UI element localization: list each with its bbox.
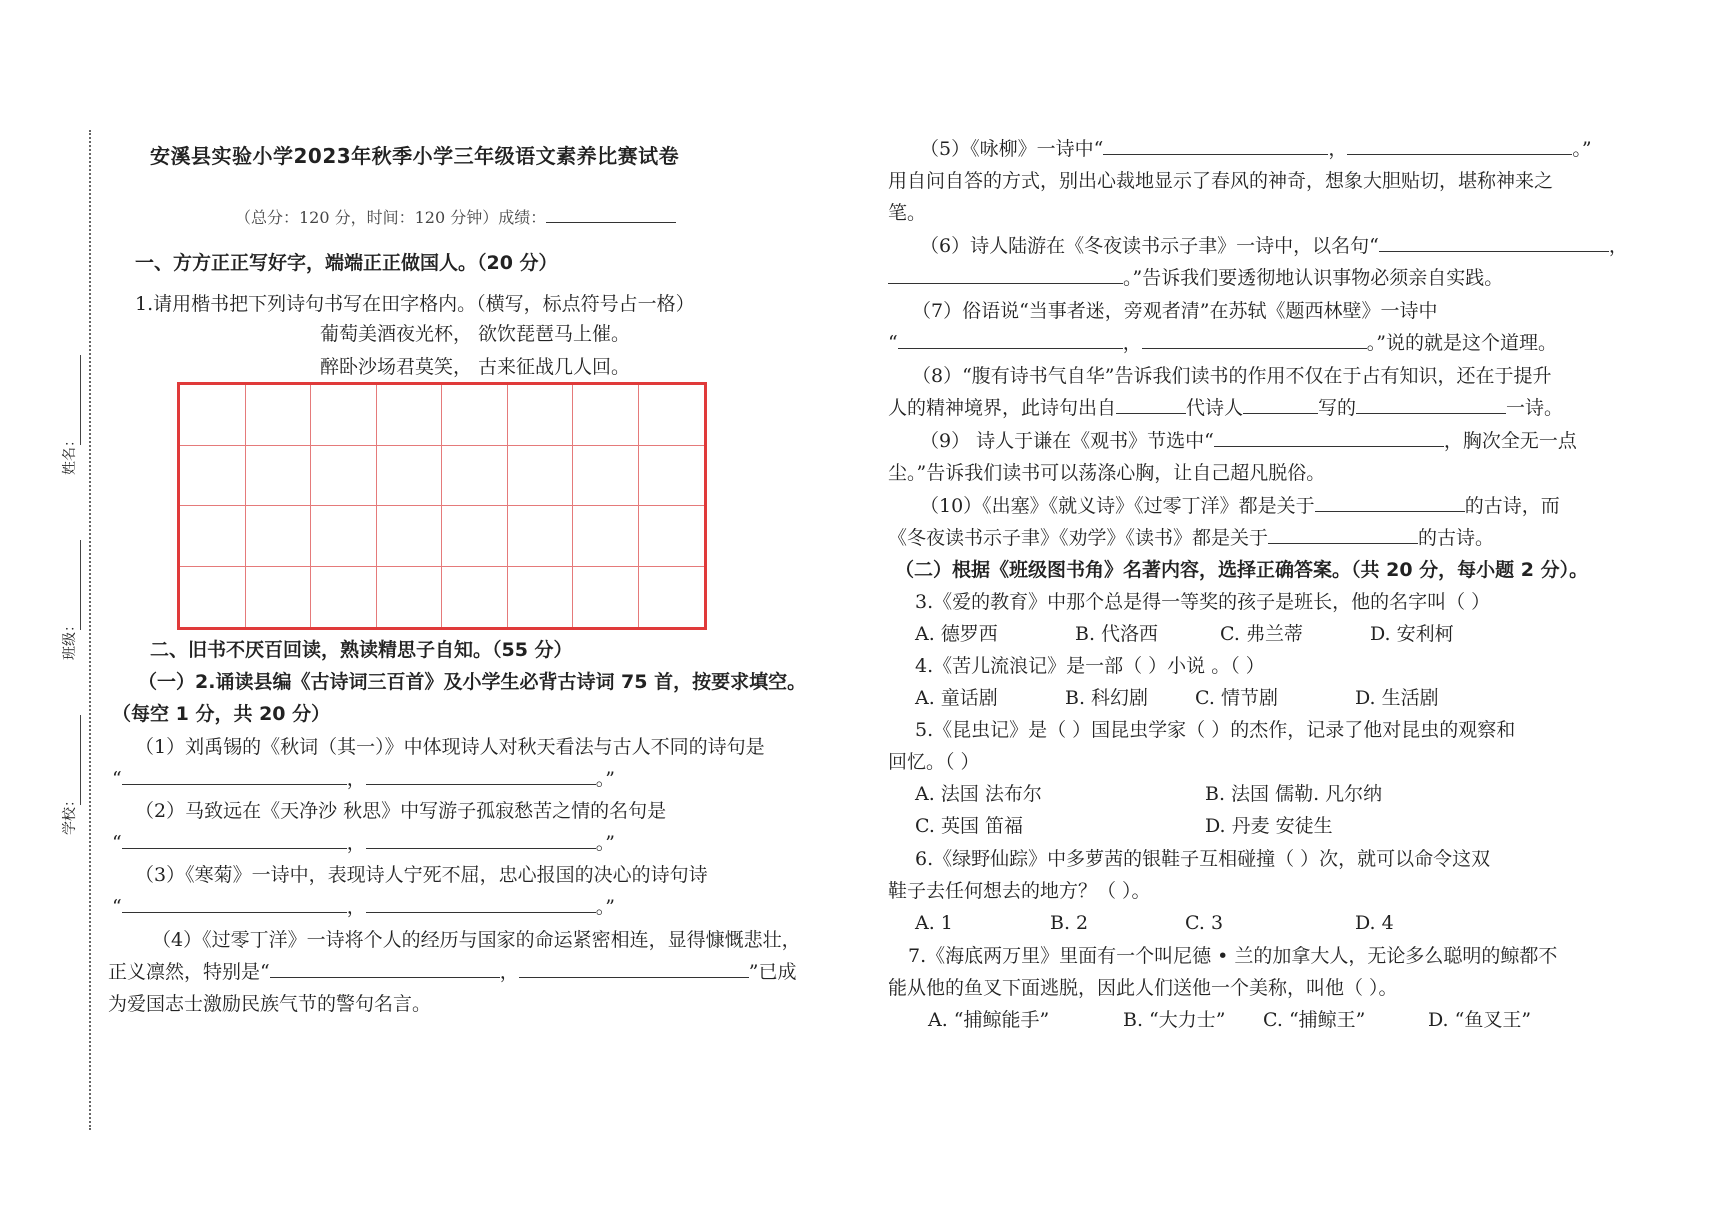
mc-5-options-row-2: [915, 812, 1333, 840]
mc-7-options: [928, 1006, 1531, 1034]
mc-3-options: [915, 620, 1454, 648]
q-10-line-2: 《冬夜读书示子聿》《劝学》《读书》都是关于 的古诗。: [888, 527, 1495, 549]
mc-6-option-b[interactable]: B. 2: [1050, 912, 1089, 934]
q-7-blank-2[interactable]: [1142, 330, 1367, 349]
mc-5-question: 5.《昆虫记》是（ ）国昆虫学家（ ）的杰作，记录了他对昆虫的观察和: [915, 719, 1516, 741]
q-9-blank[interactable]: [1214, 428, 1444, 447]
mc-7-question: 7.《海底两万里》里面有一个叫尼德 • 兰的加拿大人，无论多么聪明的鲸都不: [908, 945, 1558, 967]
mc-6-option-a[interactable]: A. 1: [915, 912, 953, 934]
mc-7-question-2: 能从他的鱼叉下面逃脱，因此人们送他一个美称，叫他（ ）。: [888, 977, 1398, 999]
poem-line-1: 葡萄美酒夜光杯， 欲饮琵琶马上催。: [320, 323, 631, 345]
q-6-line-1: （6）诗人陆游在《冬夜读书示子聿》一诗中，以名句“ ，: [920, 235, 1628, 257]
tianzige-grid[interactable]: [177, 382, 707, 630]
mc-5-options-row-1: [915, 780, 1382, 808]
q-2-blank-2[interactable]: [366, 830, 596, 849]
q-1-blanks: “ ， 。”: [112, 768, 615, 790]
school-label: 学校：: [62, 793, 78, 835]
page-title: 安溪县实验小学2023年秋季小学三年级语文素养比赛试卷: [150, 144, 680, 168]
q-7-line-2: “ ， 。”说的就是这个道理。: [888, 332, 1557, 354]
mc-7-option-b[interactable]: B. “大力士”: [1123, 1009, 1226, 1031]
mc-4-option-d[interactable]: D. 生活剧: [1355, 687, 1439, 709]
q-5-blank-2[interactable]: [1347, 136, 1572, 155]
q-10-line-1: （10）《出塞》《就义诗》《过零丁洋》都是关于 的古诗，而: [920, 495, 1560, 517]
q-6-blank-1[interactable]: [1379, 233, 1609, 252]
q-10-blank-2[interactable]: [1268, 525, 1418, 544]
q-8-line-1: （8）“腹有诗书气自华”告诉我们读书的作用不仅在于占有知识，还在于提升: [912, 365, 1552, 387]
q-4-blanks: 正义凛然，特别是“ ， ”已成: [108, 961, 797, 983]
section-2-title: 二、旧书不厌百回读，熟读精思子自知。（55 分）: [150, 639, 573, 661]
class-field[interactable]: [56, 540, 84, 660]
q-8-blank-1[interactable]: [1116, 395, 1186, 414]
mc-3-option-c[interactable]: C. 弗兰蒂: [1220, 623, 1303, 645]
section-2b-title: （二）根据《班级图书角》名著内容，选择正确答案。（共 20 分，每小题 2 分）。: [895, 559, 1589, 581]
mc-5-option-d[interactable]: D. 丹麦 安徒生: [1205, 815, 1333, 837]
mc-6-question-2: 鞋子去任何想去的地方？（ ）。: [888, 880, 1151, 902]
q-7-line-1: （7）俗语说“当事者迷，旁观者清”在苏轼《题西林壁》一诗中: [912, 300, 1438, 322]
q-3-blank-2[interactable]: [366, 894, 596, 913]
section-2a-title: （一）2.诵读县编《古诗词三百首》及小学生必背古诗词 75 首，按要求填空。: [138, 671, 807, 693]
mc-4-option-c[interactable]: C. 情节剧: [1195, 687, 1278, 709]
q-6-blank-2[interactable]: [888, 265, 1123, 284]
school-blank[interactable]: [80, 715, 81, 805]
name-field[interactable]: [56, 355, 84, 475]
score-line: [235, 204, 676, 232]
q-5-line-2: 用自问自答的方式，别出心裁地显示了春风的神奇，想象大胆贴切，堪称神来之: [888, 170, 1554, 192]
school-field[interactable]: [56, 715, 84, 835]
q-5-line-3: 笔。: [888, 202, 927, 224]
q-8-blank-3[interactable]: [1356, 395, 1506, 414]
q-5-line-1: （5）《咏柳》一诗中“ ， 。”: [920, 138, 1592, 160]
section-2a-score: （每空 1 分，共 20 分）: [112, 703, 331, 725]
mc-5-option-c[interactable]: C. 英国 笛福: [915, 815, 1023, 837]
q-4-text: （4）《过零丁洋》一诗将个人的经历与国家的命运紧密相连，显得慷慨悲壮，: [152, 929, 801, 951]
mc-3-question: 3.《爱的教育》中那个总是得一等奖的孩子是班长，他的名字叫（ ）: [915, 591, 1491, 613]
score-info: （总分：120 分，时间：120 分钟）成绩：: [235, 208, 547, 227]
q-1-blank-2[interactable]: [366, 766, 596, 785]
mc-3-option-a[interactable]: A. 德罗西: [915, 623, 998, 645]
q-1-blank-1[interactable]: [122, 766, 347, 785]
q-1-text: （1）刘禹锡的《秋词（其一）》中体现诗人对秋天看法与古人不同的诗句是: [135, 736, 765, 758]
q1-instruction: 1.请用楷书把下列诗句书写在田字格内。（横写，标点符号占一格）: [135, 293, 695, 315]
name-label: 姓名：: [62, 433, 78, 475]
mc-4-question: 4.《苦儿流浪记》是一部（ ）小说 。（ ）: [915, 655, 1265, 677]
q-3-blanks: “ ， 。”: [112, 896, 615, 918]
q-9-line-2: 尘。”告诉我们读书可以荡涤心胸，让自己超凡脱俗。: [888, 462, 1326, 484]
class-blank[interactable]: [80, 540, 81, 630]
q-3-blank-1[interactable]: [122, 894, 347, 913]
q-2-blanks: “ ， 。”: [112, 832, 615, 854]
mc-3-option-d[interactable]: D. 安利柯: [1370, 623, 1454, 645]
q-8-line-2: 人的精神境界，此诗句出自 代诗人 写的 一诗。: [888, 397, 1564, 419]
mc-4-option-a[interactable]: A. 童话剧: [915, 687, 998, 709]
q-5-blank-1[interactable]: [1103, 136, 1328, 155]
name-blank[interactable]: [80, 355, 81, 445]
q-10-blank-1[interactable]: [1315, 493, 1465, 512]
mc-5-question-2: 回忆。（ ）: [888, 751, 980, 773]
binding-line: [89, 130, 91, 1130]
mc-4-option-b[interactable]: B. 科幻剧: [1065, 687, 1149, 709]
mc-6-question: 6.《绿野仙踪》中多萝茜的银鞋子互相碰撞（ ）次，就可以命令这双: [915, 848, 1491, 870]
mc-6-option-d[interactable]: D. 4: [1355, 912, 1394, 934]
mc-7-option-d[interactable]: D. “鱼叉王”: [1428, 1009, 1532, 1031]
mc-3-option-b[interactable]: B. 代洛西: [1075, 623, 1159, 645]
q-4-text-end: 为爱国志士激励民族气节的警句名言。: [108, 993, 432, 1015]
poem-line-2: 醉卧沙场君莫笑， 古来征战几人回。: [320, 356, 631, 378]
score-blank[interactable]: [546, 204, 676, 223]
q-7-blank-1[interactable]: [898, 330, 1123, 349]
section-1-title: 一、方方正正写好字，端端正正做国人。（20 分）: [135, 252, 558, 274]
q-2-text: （2）马致远在《天净沙 秋思》中写游子孤寂愁苦之情的名句是: [135, 800, 667, 822]
q-4-blank-2[interactable]: [519, 959, 749, 978]
mc-6-option-c[interactable]: C. 3: [1185, 912, 1224, 934]
q-3-text: （3）《寒菊》一诗中，表现诗人宁死不屈，忠心报国的决心的诗句诗: [135, 864, 708, 886]
mc-7-option-a[interactable]: A. “捕鲸能手”: [928, 1009, 1050, 1031]
mc-5-option-b[interactable]: B. 法国 儒勒. 凡尔纳: [1205, 783, 1383, 805]
class-label: 班级：: [62, 618, 78, 660]
mc-7-option-c[interactable]: C. “捕鲸王”: [1263, 1009, 1366, 1031]
mc-5-option-a[interactable]: A. 法国 法布尔: [915, 783, 1042, 805]
q-2-blank-1[interactable]: [122, 830, 347, 849]
mc-6-options: [915, 909, 1394, 937]
mc-4-options: [915, 684, 1439, 712]
q-9-line-1: （9） 诗人于谦在《观书》节选中“ ，胸次全无一点: [920, 430, 1577, 452]
q-6-line-2: 。”告诉我们要透彻地认识事物必须亲自实践。: [888, 264, 1503, 292]
q-4-blank-1[interactable]: [270, 959, 500, 978]
q-8-blank-2[interactable]: [1243, 395, 1318, 414]
